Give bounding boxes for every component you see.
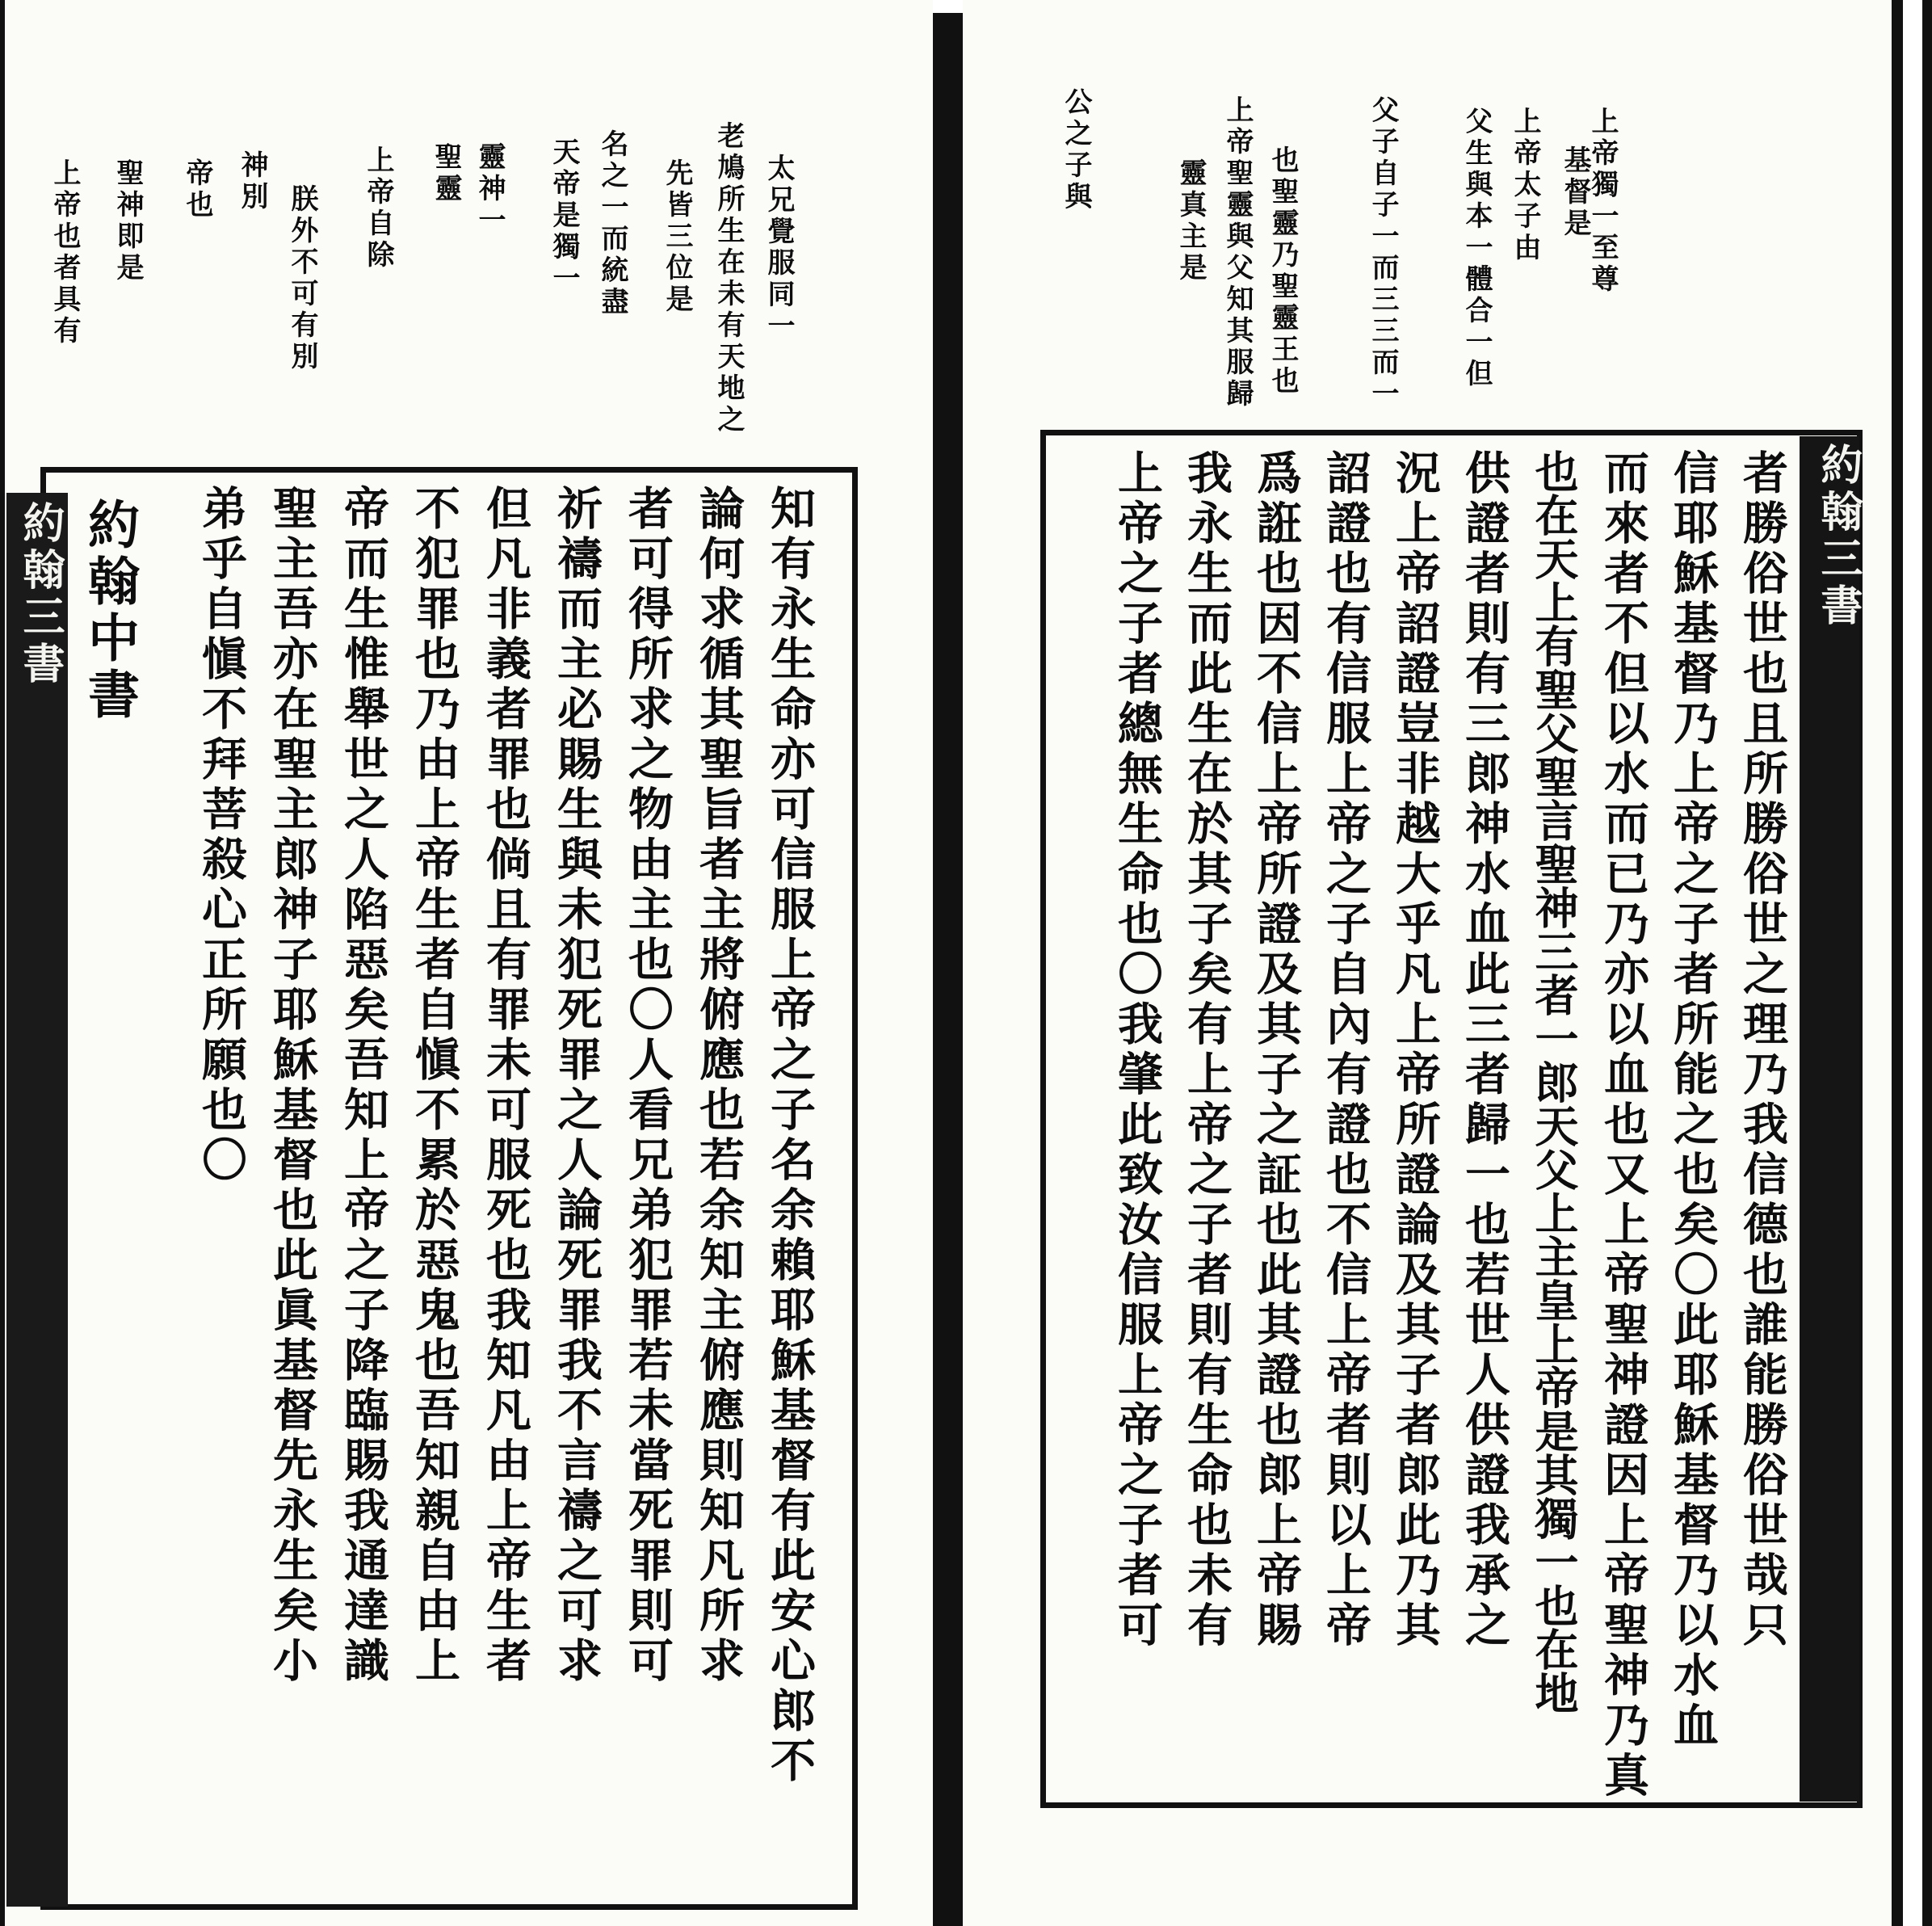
- right-note-column: 父子自子一而三三而一: [1367, 95, 1399, 410]
- text-column: 弟乎自愼不拜菩殺心正所願也〇: [195, 485, 248, 1186]
- chapter-heading: 約翰中書: [79, 498, 140, 724]
- left-note-column: 老鳩所生在未有天地之: [712, 121, 745, 436]
- text-column: 而來者不但以水而已乃亦以血也又上帝聖神證因上帝聖神乃真: [1597, 449, 1650, 1802]
- text-column: 論何求循其聖旨者主將俯應也若余知主俯應則知凡所求: [692, 485, 746, 1687]
- right-margin-label: 約翰三書: [1813, 443, 1863, 630]
- text-column: 祈禱而主必賜生與未犯死罪之人論死罪我不言禱之可求: [550, 485, 603, 1687]
- text-column: 知有永生命亦可信服上帝之子名余賴耶穌基督有此安心郎不: [763, 485, 817, 1787]
- text-column: 詔證也有信服上帝之子自內有證也不信上帝者則以上帝: [1319, 449, 1372, 1651]
- right-margin-band: [1800, 436, 1859, 1802]
- right-page-edge-inner: [1892, 0, 1903, 1926]
- text-column: 者可得所求之物由主也〇人看兄弟犯罪若未當死罪則可: [621, 485, 674, 1687]
- text-column: 我永生而此生在於其子矣有上帝之子者則有生命也未有: [1180, 449, 1233, 1651]
- right-note-column: 父生與本一體合一但: [1460, 107, 1493, 390]
- left-note-column: 聖靈: [430, 142, 462, 205]
- text-column: 信耶穌基督乃上帝之子者所能之也矣〇此耶穌基督乃以水血: [1666, 449, 1720, 1751]
- text-column: 上帝之子者總無生命也〇我肇此致汝信服上帝之子者可: [1111, 449, 1164, 1651]
- left-margin-label: 約翰三書: [15, 501, 65, 688]
- left-margin-band: [6, 493, 68, 1907]
- text-column: 者勝俗世也且所勝俗世之理乃我信德也誰能勝俗世哉只: [1736, 449, 1789, 1651]
- left-note-column: 先皆三位是: [661, 158, 693, 316]
- text-column: 聖主吾亦在聖主郎神子耶穌基督也此眞基督先永生矣小: [266, 485, 319, 1687]
- text-column: 帝而生惟舉世之人陷惡矣吾知上帝之子降臨賜我通達識: [337, 485, 390, 1687]
- left-note-column: 朕外不可有別: [286, 184, 318, 373]
- left-note-column: 太兄覺服同一: [762, 153, 795, 343]
- text-column: 供證者則有三郎神水血此三者歸一也若世人供證我承之: [1458, 449, 1511, 1651]
- right-note-column: 公之子與: [1060, 87, 1092, 213]
- book-gutter: [933, 13, 963, 1926]
- left-note-column: 上帝也者具有: [48, 158, 81, 347]
- text-column: 不犯罪也乃由上帝生者自愼不累於惡鬼也吾知親自由上: [408, 485, 461, 1687]
- right-note-column: 上帝太子由: [1509, 107, 1541, 264]
- left-note-column: 聖神即是: [111, 158, 144, 284]
- left-note-column: 上帝自除: [362, 145, 394, 271]
- left-note-column: 天帝是獨一: [548, 137, 580, 295]
- text-column: 況上帝詔證豈非越大乎凡上帝所證論及其子者郎此乃其: [1388, 449, 1442, 1651]
- left-page-edge: [0, 0, 5, 1926]
- text-column: 但凡非義者罪也倘且有罪未可服死也我知凡由上帝生者: [479, 485, 532, 1687]
- right-note-column: 基督是: [1559, 145, 1591, 240]
- left-note-column: 神別: [236, 150, 268, 213]
- left-note-column: 名之一而統盡: [596, 129, 628, 318]
- right-note-column: 上帝獨一至尊: [1586, 107, 1619, 296]
- right-note-column: 也聖靈乃聖靈王也: [1266, 145, 1299, 397]
- right-note-column: 上帝聖靈與父知其服歸: [1221, 95, 1254, 410]
- text-column: 爲誑也因不信上帝所證及其子之証也此其證也郎上帝賜: [1250, 449, 1303, 1651]
- right-page-edge-outer: [1922, 0, 1932, 1926]
- left-note-column: 靈神一: [473, 142, 506, 237]
- text-column: 也在天上有聖父聖言聖神三者一郎天父上主皇上帝是其獨一也在地: [1528, 449, 1580, 1714]
- right-note-column: 靈真主是: [1174, 158, 1207, 284]
- left-note-column: 帝也: [181, 158, 213, 221]
